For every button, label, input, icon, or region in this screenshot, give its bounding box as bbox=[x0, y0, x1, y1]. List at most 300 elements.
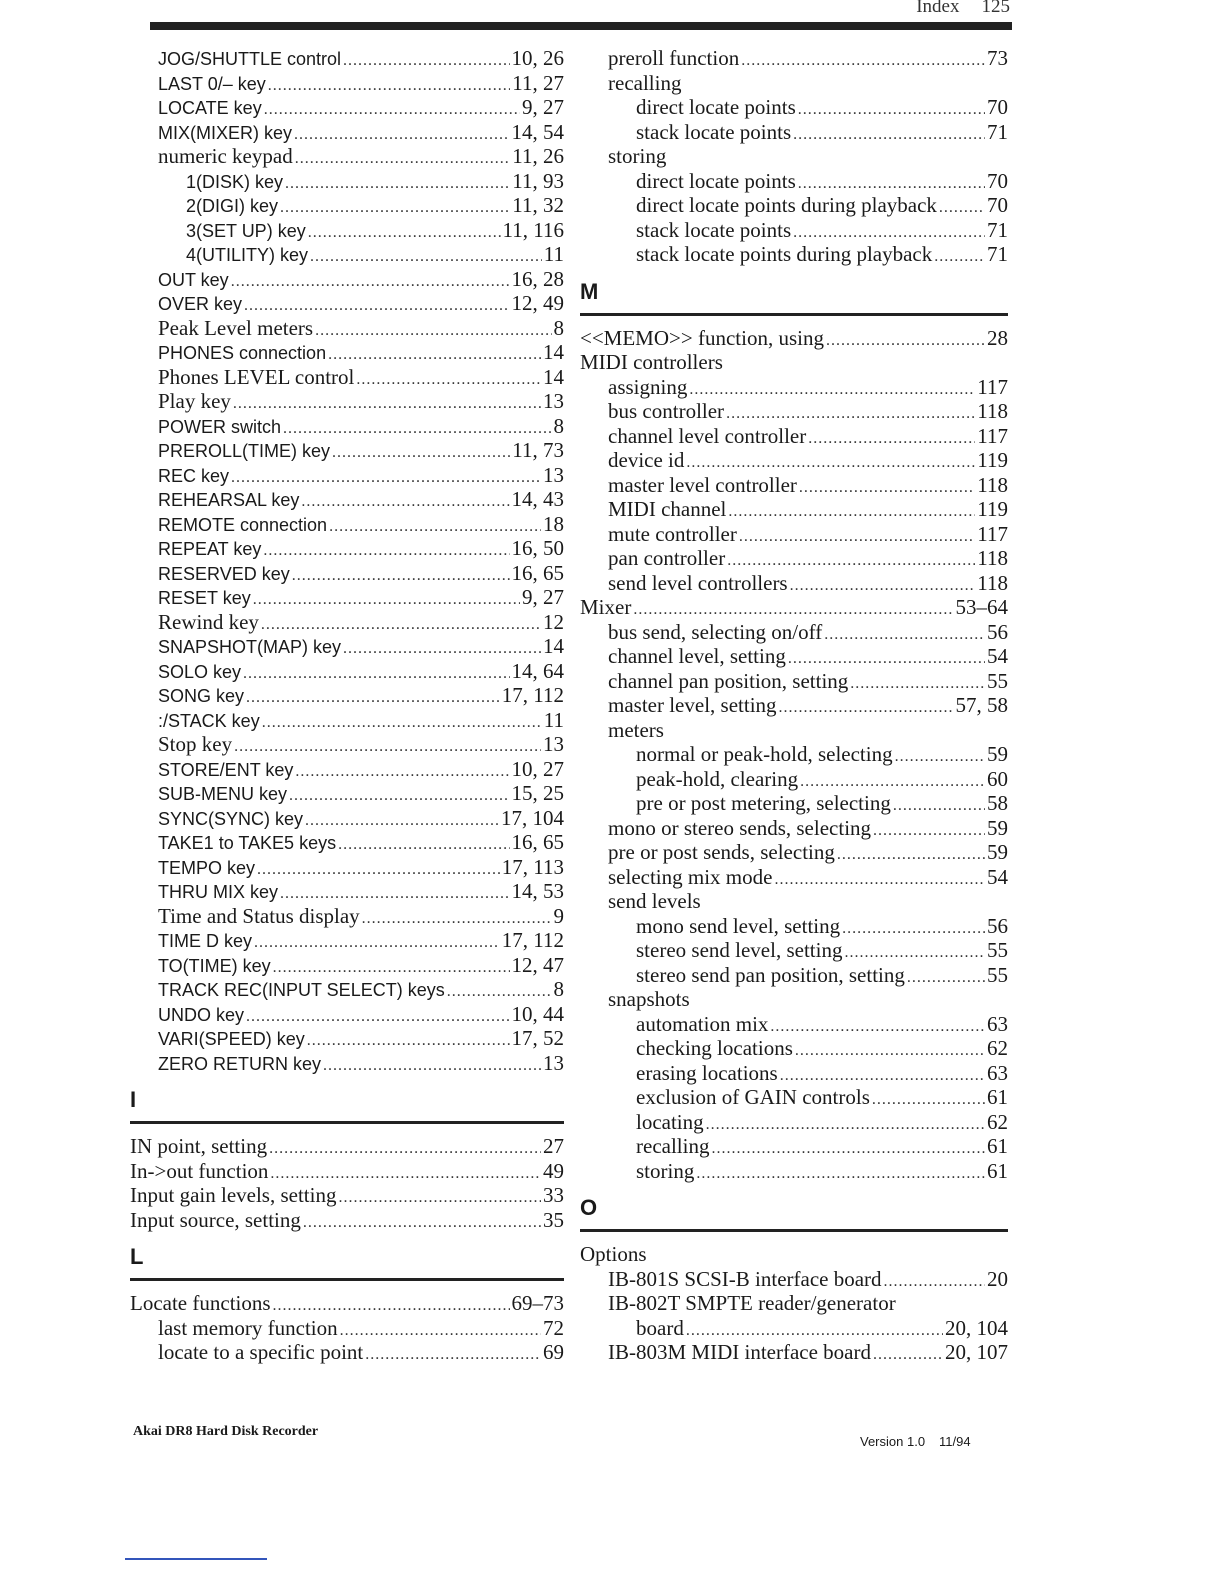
index-entry bbox=[580, 46, 1008, 71]
section-heading-m: M bbox=[580, 278, 599, 304]
index-entry bbox=[580, 816, 1008, 841]
index-entry bbox=[130, 855, 564, 880]
index-entry bbox=[130, 634, 564, 659]
index-entry bbox=[580, 767, 1008, 792]
dot-leader bbox=[934, 245, 985, 270]
entry-pages: 20, 107 bbox=[945, 1340, 1008, 1364]
entry-label: locating bbox=[636, 1109, 704, 1134]
entry-label: checking locations bbox=[636, 1036, 793, 1060]
index-entry bbox=[580, 865, 1008, 890]
entry-label: peak-hold, clearing bbox=[636, 766, 799, 791]
entry-label: SNAPSHOT(MAP) key bbox=[158, 637, 342, 657]
entry-pages: 117 bbox=[977, 374, 1008, 399]
entry-pages: 12 bbox=[543, 609, 564, 634]
entry-pages: 73 bbox=[987, 46, 1008, 70]
index-entry bbox=[130, 659, 564, 684]
entry-pages: 63 bbox=[987, 1011, 1008, 1036]
index-entry bbox=[580, 1085, 1008, 1110]
entry-pages: 54 bbox=[987, 864, 1008, 889]
index-entry bbox=[130, 218, 564, 243]
index-entry bbox=[130, 953, 564, 978]
entry-label: automation mix bbox=[636, 1011, 769, 1036]
entry-label: TO(TIME) key bbox=[158, 955, 271, 976]
footer-version-info bbox=[860, 1434, 971, 1449]
entry-label: PHONES connection bbox=[158, 343, 327, 363]
entry-pages: 61 bbox=[987, 1085, 1008, 1109]
entry-label: recalling bbox=[608, 70, 682, 95]
index-entry bbox=[130, 806, 564, 831]
entry-pages: 10, 44 bbox=[511, 1001, 564, 1026]
entry-pages: 14, 54 bbox=[511, 119, 564, 144]
entry-pages: 62 bbox=[987, 1036, 1008, 1060]
index-entry bbox=[580, 169, 1008, 194]
entry-label: PREROLL(TIME) key bbox=[158, 441, 331, 461]
entry-pages: 33 bbox=[543, 1183, 564, 1207]
index-entry bbox=[580, 914, 1008, 939]
entry-pages: 11, 32 bbox=[512, 193, 564, 217]
entry-pages: 14, 53 bbox=[511, 879, 564, 903]
entry-pages: 11, 73 bbox=[512, 438, 564, 462]
index-entry bbox=[580, 963, 1008, 988]
index-entry bbox=[580, 620, 1008, 645]
index-entry bbox=[580, 546, 1008, 571]
entry-pages: 35 bbox=[543, 1207, 564, 1232]
entry-label: master level, setting bbox=[608, 693, 777, 717]
entry-pages: 27 bbox=[543, 1134, 564, 1158]
index-entry bbox=[580, 1340, 1008, 1365]
entry-pages: 13 bbox=[543, 462, 564, 487]
dot-leader bbox=[873, 1343, 943, 1368]
entry-pages: 9, 27 bbox=[522, 585, 564, 609]
left-entry-list bbox=[130, 46, 564, 1075]
entry-pages: 11, 93 bbox=[512, 168, 564, 193]
index-entry bbox=[580, 693, 1008, 718]
entry-pages: 14 bbox=[543, 634, 564, 658]
index-entry bbox=[130, 512, 564, 537]
section-rule-o bbox=[580, 1229, 1008, 1232]
index-entry bbox=[580, 644, 1008, 669]
entry-pages: 59 bbox=[987, 815, 1008, 840]
entry-pages: 13 bbox=[543, 1050, 564, 1075]
entry-label: storing bbox=[608, 144, 667, 168]
entry-pages: 71 bbox=[987, 119, 1008, 144]
entry-label: master level controller bbox=[608, 472, 797, 497]
index-entry bbox=[130, 1208, 564, 1233]
entry-label: numeric keypad bbox=[158, 144, 293, 168]
entry-pages: 69 bbox=[543, 1340, 564, 1364]
entry-pages: 10, 27 bbox=[511, 756, 564, 781]
index-entry bbox=[130, 340, 564, 365]
index-entry bbox=[130, 120, 564, 145]
index-entry bbox=[130, 561, 564, 586]
entry-pages: 56 bbox=[987, 913, 1008, 938]
index-entry bbox=[580, 938, 1008, 963]
index-entry bbox=[580, 1012, 1008, 1037]
entry-label: LAST 0/– key bbox=[158, 73, 266, 94]
dot-leader bbox=[323, 1054, 541, 1079]
index-entry bbox=[580, 95, 1008, 120]
entry-label: REC key bbox=[158, 465, 230, 486]
index-entry bbox=[130, 414, 564, 439]
index-entry bbox=[130, 830, 564, 855]
index-entry bbox=[130, 1051, 564, 1076]
index-entry bbox=[130, 536, 564, 561]
bottom-link-line bbox=[125, 1558, 267, 1560]
entry-label: meters bbox=[608, 717, 664, 742]
entry-pages: 55 bbox=[987, 668, 1008, 693]
index-entry bbox=[580, 987, 1008, 1012]
entry-pages: 12, 49 bbox=[511, 291, 564, 315]
entry-pages: 13 bbox=[543, 732, 564, 756]
entry-pages: 59 bbox=[987, 840, 1008, 864]
entry-label: Mixer bbox=[580, 595, 632, 619]
entry-label: MIDI controllers bbox=[580, 350, 723, 374]
entry-pages: 28 bbox=[987, 325, 1008, 350]
entry-pages: 9 bbox=[553, 903, 564, 928]
index-entry bbox=[580, 218, 1008, 243]
entry-pages: 53–64 bbox=[955, 595, 1008, 619]
entry-label: In->out function bbox=[130, 1158, 269, 1183]
index-entry bbox=[580, 71, 1008, 96]
index-entry bbox=[580, 718, 1008, 743]
entry-label: TIME D key bbox=[158, 931, 253, 951]
section-heading-o: O bbox=[580, 1195, 598, 1220]
entry-label: <<MEMO>> function, using bbox=[580, 325, 824, 350]
entry-label: pre or post sends, selecting bbox=[608, 840, 835, 864]
index-entry bbox=[580, 399, 1008, 424]
index-entry bbox=[580, 522, 1008, 547]
entry-label: TAKE1 to TAKE5 keys bbox=[158, 833, 337, 853]
index-entry bbox=[580, 1316, 1008, 1341]
entry-pages: 118 bbox=[977, 399, 1008, 423]
entry-pages: 9, 27 bbox=[522, 95, 564, 119]
index-entry bbox=[580, 242, 1008, 267]
entry-label: SONG key bbox=[158, 686, 245, 706]
index-entry bbox=[130, 1159, 564, 1184]
entry-label: channel pan position, setting bbox=[608, 668, 849, 693]
entry-label: 4(UTILITY) key bbox=[186, 245, 309, 265]
section-heading-l: L bbox=[130, 1244, 144, 1269]
section-rule-i bbox=[130, 1121, 564, 1124]
entry-pages: 14, 43 bbox=[511, 487, 564, 511]
entry-label: UNDO key bbox=[158, 1004, 245, 1025]
entry-pages: 15, 25 bbox=[511, 781, 564, 805]
entry-pages: 8 bbox=[553, 413, 564, 438]
index-entry bbox=[130, 389, 564, 414]
entry-pages: 59 bbox=[987, 742, 1008, 766]
entry-label: SYNC(SYNC) key bbox=[158, 808, 304, 829]
section-rule-l bbox=[130, 1278, 564, 1281]
entry-pages: 55 bbox=[987, 938, 1008, 962]
index-entry bbox=[130, 585, 564, 610]
index-entry bbox=[580, 448, 1008, 473]
footer-title: Akai DR8 Hard Disk Recorder bbox=[133, 1424, 319, 1439]
entry-pages: 8 bbox=[553, 315, 564, 340]
entry-label: IB-801S SCSI-B interface board bbox=[608, 1266, 882, 1291]
entry-label: Locate functions bbox=[130, 1291, 271, 1315]
entry-label: OVER key bbox=[158, 294, 243, 314]
entry-label: snapshots bbox=[608, 987, 690, 1011]
entry-pages: 119 bbox=[977, 497, 1008, 521]
entry-label: Stop key bbox=[158, 732, 233, 756]
index-entry bbox=[580, 595, 1008, 620]
index-entry bbox=[580, 791, 1008, 816]
entry-label: POWER switch bbox=[158, 416, 282, 437]
index-entry bbox=[130, 71, 564, 96]
index-entry bbox=[130, 144, 564, 169]
index-entry bbox=[580, 1036, 1008, 1061]
entry-label: OUT key bbox=[158, 269, 229, 290]
index-entry bbox=[580, 424, 1008, 449]
entry-pages: 61 bbox=[987, 1134, 1008, 1158]
entry-label: normal or peak-hold, selecting bbox=[636, 742, 893, 766]
entry-label: IB-802T SMPTE reader/generator bbox=[608, 1291, 896, 1315]
entry-label: stereo send level, setting bbox=[636, 938, 843, 962]
entry-label: 3(SET UP) key bbox=[186, 220, 306, 241]
entry-label: pan controller bbox=[608, 546, 726, 570]
index-entry bbox=[130, 1134, 564, 1159]
right-top-list bbox=[580, 46, 1008, 267]
entry-label: IN point, setting bbox=[130, 1134, 268, 1158]
index-entry bbox=[130, 365, 564, 390]
dot-leader bbox=[303, 1211, 541, 1236]
entry-pages: 14, 64 bbox=[511, 658, 564, 683]
entry-label: RESERVED key bbox=[158, 563, 290, 584]
entry-label: preroll function bbox=[608, 46, 740, 70]
index-entry bbox=[130, 1291, 564, 1316]
entry-pages: 117 bbox=[977, 423, 1008, 448]
section-l-list bbox=[130, 1291, 564, 1365]
entry-label: channel level controller bbox=[608, 423, 807, 448]
entry-label: selecting mix mode bbox=[608, 864, 773, 889]
entry-label: MIX(MIXER) key bbox=[158, 122, 293, 143]
header-section: Index bbox=[916, 0, 960, 17]
dot-leader bbox=[696, 1162, 985, 1187]
index-entry bbox=[580, 840, 1008, 865]
entry-label: direct locate points bbox=[636, 95, 796, 119]
entry-label: LOCATE key bbox=[158, 98, 262, 118]
entry-label: mono or stereo sends, selecting bbox=[608, 815, 872, 840]
section-i-list bbox=[130, 1134, 564, 1232]
index-entry bbox=[130, 610, 564, 635]
entry-pages: 11, 26 bbox=[512, 144, 564, 168]
entry-label: locate to a specific point bbox=[158, 1340, 364, 1364]
entry-label: 2(DIGI) key bbox=[186, 196, 279, 216]
entry-pages: 70 bbox=[987, 168, 1008, 193]
entry-label: mono send level, setting bbox=[636, 913, 841, 938]
entry-pages: 71 bbox=[987, 217, 1008, 242]
index-entry bbox=[130, 1316, 564, 1341]
entry-pages: 11 bbox=[543, 707, 564, 732]
entry-pages: 61 bbox=[987, 1158, 1008, 1183]
entry-pages: 11, 27 bbox=[512, 70, 564, 95]
page-header bbox=[894, 0, 1010, 18]
entry-label: Options bbox=[580, 1242, 647, 1266]
entry-pages: 71 bbox=[987, 242, 1008, 266]
entry-label: 1(DISK) key bbox=[186, 171, 284, 192]
entry-pages: 20 bbox=[987, 1266, 1008, 1291]
entry-pages: 54 bbox=[987, 644, 1008, 668]
entry-pages: 72 bbox=[543, 1315, 564, 1340]
entry-pages: 17, 104 bbox=[501, 805, 564, 830]
entry-pages: 16, 65 bbox=[511, 830, 564, 854]
section-m-list bbox=[580, 326, 1008, 1184]
index-entry bbox=[130, 193, 564, 218]
dot-leader bbox=[365, 1343, 541, 1368]
entry-pages: 13 bbox=[543, 389, 564, 413]
entry-pages: 118 bbox=[977, 472, 1008, 497]
entry-pages: 16, 28 bbox=[511, 266, 564, 291]
index-entry bbox=[130, 242, 564, 267]
index-entry bbox=[130, 291, 564, 316]
footer-date: 11/94 bbox=[939, 1434, 971, 1449]
index-entry bbox=[130, 46, 564, 71]
index-entry bbox=[580, 1110, 1008, 1135]
entry-pages: 20, 104 bbox=[945, 1315, 1008, 1340]
top-rule bbox=[150, 22, 1012, 30]
index-entry bbox=[580, 1061, 1008, 1086]
index-entry bbox=[580, 1159, 1008, 1184]
entry-label: storing bbox=[636, 1158, 695, 1183]
index-entry bbox=[130, 879, 564, 904]
entry-label: REPEAT key bbox=[158, 539, 262, 559]
entry-pages: 69–73 bbox=[511, 1291, 564, 1315]
entry-pages: 70 bbox=[987, 193, 1008, 217]
entry-label: send levels bbox=[608, 889, 701, 913]
index-entry bbox=[130, 683, 564, 708]
entry-label: mute controller bbox=[608, 521, 737, 546]
entry-pages: 55 bbox=[987, 962, 1008, 987]
entry-label: TRACK REC(INPUT SELECT) keys bbox=[158, 980, 445, 1000]
index-entry bbox=[130, 1002, 564, 1027]
header-page-number: 125 bbox=[981, 0, 1010, 17]
index-entry bbox=[580, 1291, 1008, 1316]
entry-pages: 58 bbox=[987, 791, 1008, 815]
index-entry bbox=[130, 732, 564, 757]
section-rule-m bbox=[580, 313, 1008, 316]
entry-pages: 17, 52 bbox=[511, 1026, 564, 1050]
entry-label: erasing locations bbox=[636, 1060, 778, 1085]
section-o-list bbox=[580, 1242, 1008, 1365]
entry-pages: 16, 50 bbox=[511, 536, 564, 560]
entry-label: Input gain levels, setting bbox=[130, 1183, 337, 1207]
entry-label: pre or post metering, selecting bbox=[636, 791, 891, 815]
entry-pages: 56 bbox=[987, 619, 1008, 644]
entry-pages: 17, 112 bbox=[501, 928, 564, 952]
index-entry bbox=[580, 889, 1008, 914]
entry-label: exclusion of GAIN controls bbox=[636, 1085, 870, 1109]
entry-pages: 11, 116 bbox=[502, 217, 564, 242]
index-entry bbox=[130, 487, 564, 512]
entry-pages: 16, 65 bbox=[511, 560, 564, 585]
index-entry bbox=[130, 1026, 564, 1051]
section-heading-i: I bbox=[130, 1087, 137, 1112]
entry-label: last memory function bbox=[158, 1315, 338, 1340]
entry-label: Input source, setting bbox=[130, 1207, 301, 1232]
entry-label: :/STACK key bbox=[158, 710, 260, 731]
index-entry bbox=[130, 463, 564, 488]
index-entry bbox=[580, 669, 1008, 694]
index-entry bbox=[130, 904, 564, 929]
index-entry bbox=[130, 781, 564, 806]
entry-label: JOG/SHUTTLE control bbox=[158, 49, 342, 69]
entry-label: Phones LEVEL control bbox=[158, 364, 355, 389]
entry-label: VARI(SPEED) key bbox=[158, 1029, 305, 1049]
index-entry bbox=[580, 144, 1008, 169]
entry-label: STORE/ENT key bbox=[158, 759, 294, 780]
entry-label: direct locate points bbox=[636, 168, 796, 193]
index-entry bbox=[580, 571, 1008, 596]
entry-label: stack locate points bbox=[636, 217, 792, 242]
entry-pages: 117 bbox=[977, 521, 1008, 546]
entry-pages: 14 bbox=[543, 364, 564, 389]
index-entry bbox=[130, 757, 564, 782]
entry-pages: 8 bbox=[553, 977, 564, 1001]
entry-label: board bbox=[636, 1315, 684, 1340]
entry-pages: 10, 26 bbox=[511, 46, 564, 70]
index-entry bbox=[580, 326, 1008, 351]
index-entry bbox=[580, 350, 1008, 375]
index-entry bbox=[580, 1267, 1008, 1292]
index-entry bbox=[580, 742, 1008, 767]
entry-pages: 11 bbox=[543, 242, 564, 266]
index-entry bbox=[130, 267, 564, 292]
entry-pages: 70 bbox=[987, 95, 1008, 119]
index-entry bbox=[130, 95, 564, 120]
index-entry bbox=[130, 708, 564, 733]
index-entry bbox=[580, 497, 1008, 522]
entry-label: bus send, selecting on/off bbox=[608, 619, 823, 644]
index-entry bbox=[130, 316, 564, 341]
entry-label: recalling bbox=[636, 1134, 710, 1158]
index-entry bbox=[130, 438, 564, 463]
entry-pages: 57, 58 bbox=[955, 693, 1008, 717]
footer-version: Version 1.0 bbox=[860, 1434, 926, 1449]
entry-pages: 118 bbox=[977, 546, 1008, 570]
index-entry bbox=[580, 1134, 1008, 1159]
index-entry bbox=[130, 1183, 564, 1208]
entry-pages: 60 bbox=[987, 766, 1008, 791]
entry-label: device id bbox=[608, 448, 685, 472]
index-entry bbox=[580, 120, 1008, 145]
index-entry bbox=[580, 375, 1008, 400]
entry-label: stack locate points during playback bbox=[636, 242, 933, 266]
entry-label: TEMPO key bbox=[158, 857, 256, 878]
index-entry bbox=[130, 169, 564, 194]
entry-pages: 17, 113 bbox=[501, 854, 564, 879]
index-entry bbox=[130, 977, 564, 1002]
entry-pages: 14 bbox=[543, 340, 564, 364]
entry-label: IB-803M MIDI interface board bbox=[608, 1340, 871, 1364]
entry-label: REHEARSAL key bbox=[158, 490, 300, 510]
entry-label: REMOTE connection bbox=[158, 514, 328, 535]
entry-pages: 62 bbox=[987, 1109, 1008, 1134]
entry-label: send level controllers bbox=[608, 570, 788, 595]
left-column bbox=[130, 46, 564, 1365]
entry-label: bus controller bbox=[608, 399, 725, 423]
entry-label: SUB-MENU key bbox=[158, 784, 288, 804]
entry-pages: 63 bbox=[987, 1060, 1008, 1085]
entry-pages: 17, 112 bbox=[501, 683, 564, 707]
entry-pages: 118 bbox=[977, 570, 1008, 595]
entry-label: stereo send pan position, setting bbox=[636, 962, 905, 987]
index-entry bbox=[130, 928, 564, 953]
entry-pages: 18 bbox=[543, 511, 564, 536]
entry-pages: 119 bbox=[977, 448, 1008, 472]
entry-label: SOLO key bbox=[158, 661, 242, 682]
entry-label: THRU MIX key bbox=[158, 882, 279, 902]
entry-label: MIDI channel bbox=[608, 497, 727, 521]
